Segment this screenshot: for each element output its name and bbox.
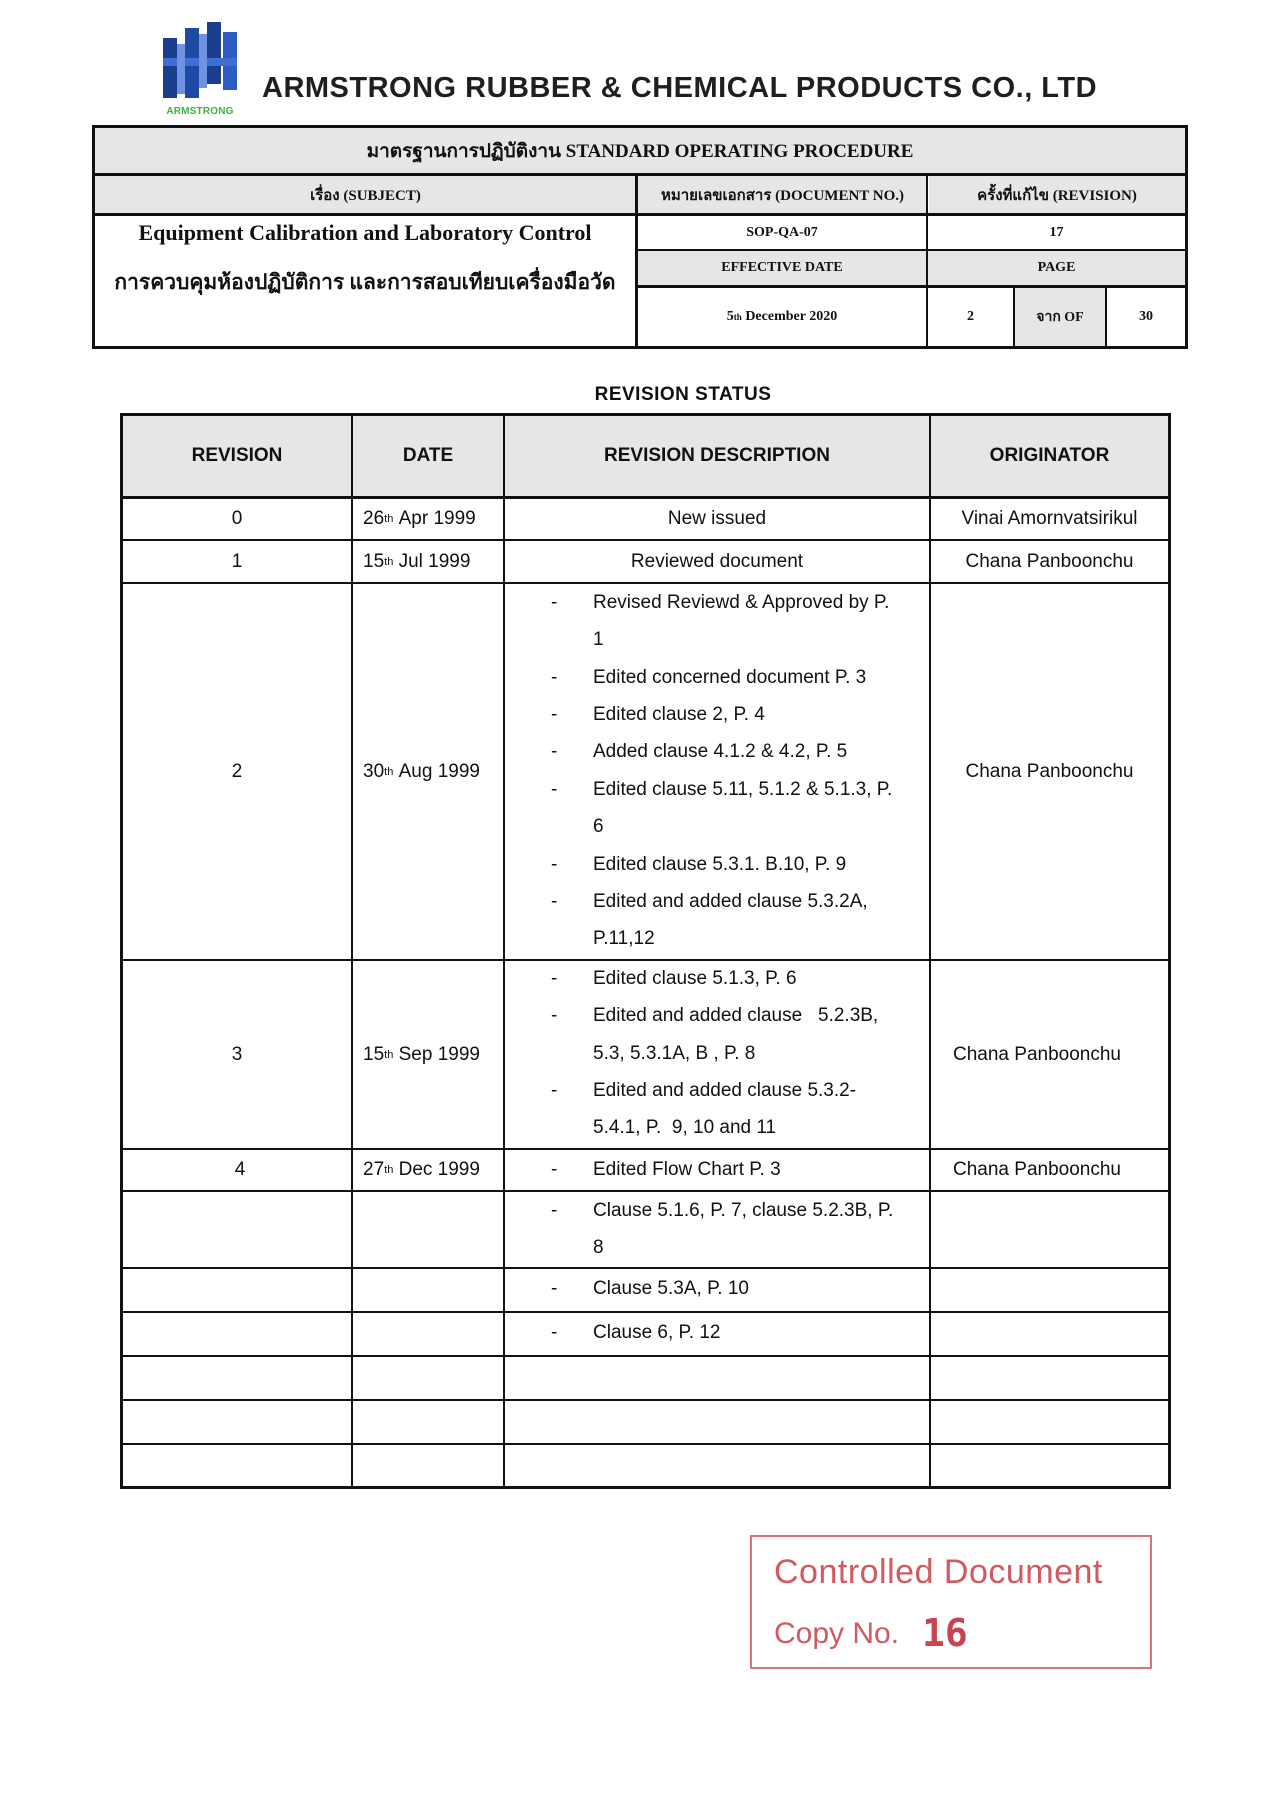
subject-label: เรื่อง (SUBJECT) <box>95 176 636 213</box>
originator-cell: Chana Panboonchu <box>965 550 1134 572</box>
description-line: Edited and added clause 5.2.3B, <box>593 1005 879 1026</box>
revision-cell: 1 <box>231 550 243 572</box>
effective-date-label: EFFECTIVE DATE <box>638 251 926 285</box>
description-line: Edited and added clause 5.3.2- <box>593 1080 857 1101</box>
description-line: 1 <box>593 629 604 650</box>
company-logo <box>157 18 243 118</box>
revision-cell: 4 <box>234 1159 246 1180</box>
page-of-label: จาก OF <box>1015 288 1105 346</box>
stamp-copy-number: 16 <box>922 1611 968 1655</box>
column-header-revision: REVISION <box>123 416 351 496</box>
description-line: Edited concerned document P. 3 <box>593 667 867 688</box>
originator-cell: Chana Panboonchu <box>953 1159 1121 1180</box>
controlled-document-stamp <box>750 1535 1152 1669</box>
description-line: P.11,12 <box>593 928 655 949</box>
description-line: 8 <box>593 1237 604 1258</box>
date-cell: 15 th Jul 1999 <box>363 550 471 572</box>
date-cell: 26 th Apr 1999 <box>363 508 476 529</box>
company-name: ARMSTRONG RUBBER & CHEMICAL PRODUCTS CO., LTD <box>262 72 1098 104</box>
description-line: Edited and added clause 5.3.2A, <box>593 891 868 912</box>
description-line: Edited clause 5.3.1. B.10, P. 9 <box>593 854 847 875</box>
subject-thai: การควบคุมห้องปฏิบัติการ และการสอบเทียบเครื่องมือวัด <box>114 270 616 294</box>
description-line: Edited Flow Chart P. 3 <box>593 1159 781 1180</box>
date-cell: 15 th Sep 1999 <box>363 1043 480 1065</box>
description-line: Edited clause 5.1.3, P. 6 <box>593 968 797 989</box>
column-header-description: REVISION DESCRIPTION <box>505 416 929 496</box>
revision-cell: 3 <box>231 1043 243 1065</box>
description-line: Edited clause 2, P. 4 <box>593 704 765 725</box>
originator-cell: Vinai Amornvatsirikul <box>961 508 1138 529</box>
revision-status-table: REVISION DATE REVISION DESCRIPTION ORIGINATOR 0 26 th Apr 1999 New issued Vinai Amornvatsirikul 1 15 th Jul 1999 Reviewed document Chana Panboonchu 2 30 th Aug 1999 Chana Panboonchu - Revised Reviewd & Approved by P. 1 - Edited concerned document P. 3 - Edited clause 2, P. 4 - Added clause 4.1.2 & 4.2, P. 5 - Edited clause 5.11, 5.1.2 & 5.1.3, P. 6 - Edited clause 5.3.1. B.10, P. 9 - Edited and added clause 5.3.2A, P.11,12 3 15 th Sep 1999 Chana Panboonchu - Edited clause 5.1.3, P. 6 - Edited and added clause 5.2.3B, 5.3, 5.3.1A, B , P. 8 - Edited and added clause 5.3.2- 5.4.1, P. 9, 10 and 11 4 27 th Dec 1999 Chana Panboonchu - Edited Flow Chart P. 3 - Clause 5.1.6, P. 7, clause 5.2.3B, P. 8 - Clause 5.3A, P. 10 - Clause 6, P. 12 <box>120 413 1171 1489</box>
logo-caption: ARMSTRONG <box>166 106 234 117</box>
page-total: 30 <box>1139 309 1153 324</box>
description-line: Clause 5.3A, P. 10 <box>593 1278 749 1299</box>
revision-cell: 0 <box>231 508 243 529</box>
date-cell: 27 th Dec 1999 <box>363 1159 480 1180</box>
description-line: Clause 6, P. 12 <box>593 1322 721 1343</box>
originator-cell: Chana Panboonchu <box>965 760 1134 782</box>
description-line: 5.4.1, P. 9, 10 and 11 <box>593 1117 777 1138</box>
subject-english: Equipment Calibration and Laboratory Control <box>138 220 592 245</box>
description-line: 6 <box>593 816 604 837</box>
column-header-date: DATE <box>353 416 503 496</box>
sop-title: มาตรฐานการปฏิบัติงาน STANDARD OPERATING PROCEDURE <box>95 128 1185 173</box>
stamp-copy-label: Copy No. <box>774 1617 900 1650</box>
revision-status-title: REVISION STATUS <box>594 384 772 405</box>
effective-date: 5 th December 2020 <box>726 309 838 324</box>
description-line: 5.3, 5.3.1A, B , P. 8 <box>593 1043 756 1064</box>
description-line: Added clause 4.1.2 & 4.2, P. 5 <box>593 741 848 762</box>
description-cell: Reviewed document <box>630 550 804 572</box>
date-cell: 30 th Aug 1999 <box>363 760 480 782</box>
revision-label: ครั้งที่แก้ไข (REVISION) <box>929 176 1185 213</box>
armstrong-logo-icon <box>157 18 243 104</box>
description-line: Edited clause 5.11, 5.1.2 & 5.1.3, P. <box>593 779 893 800</box>
description-line: Clause 5.1.6, P. 7, clause 5.2.3B, P. <box>593 1200 894 1221</box>
sop-header-table <box>92 125 1188 349</box>
originator-cell: Chana Panboonchu <box>953 1043 1121 1065</box>
document-number: SOP-QA-07 <box>746 224 818 240</box>
page-label: PAGE <box>928 251 1185 285</box>
description-cell: New issued <box>667 508 767 529</box>
document-no-label: หมายเลขเอกสาร (DOCUMENT NO.) <box>638 176 927 213</box>
page-current: 2 <box>967 309 974 324</box>
revision-cell: 2 <box>231 760 243 782</box>
revision-number: 17 <box>1049 224 1064 240</box>
stamp-title: Controlled Document <box>774 1553 1103 1591</box>
column-header-originator: ORIGINATOR <box>931 416 1168 496</box>
description-line: Revised Reviewd & Approved by P. <box>593 592 890 613</box>
